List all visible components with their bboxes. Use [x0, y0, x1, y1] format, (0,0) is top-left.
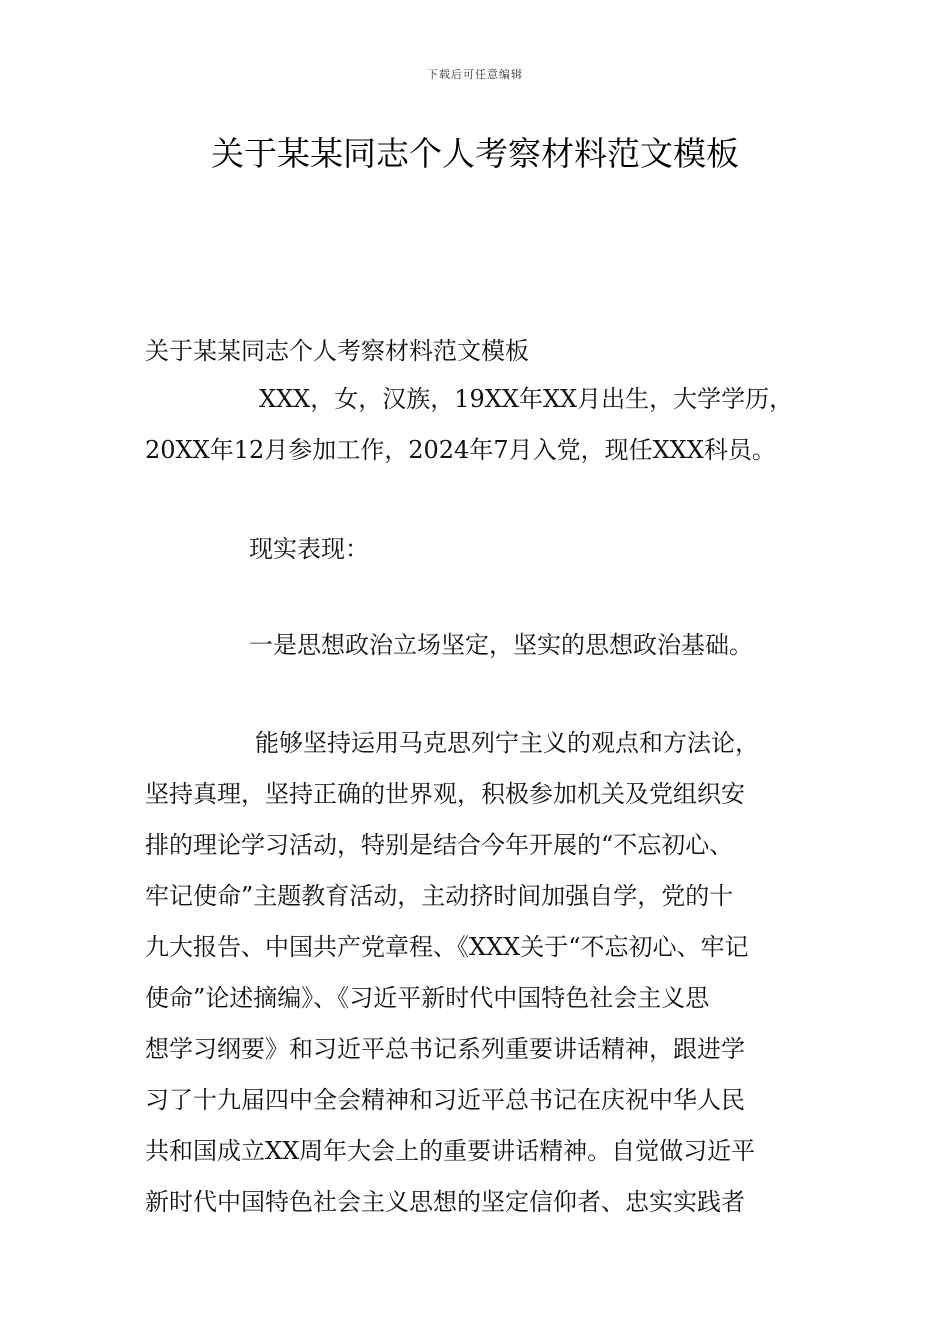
subtitle-text: 关于某某同志个人考察材料范文模板 — [145, 337, 529, 365]
body-paragraph — [145, 718, 810, 1228]
section-label-text: 现实表现： — [249, 535, 369, 563]
point-heading-text: 一是思想政治立场坚定，坚实的思想政治基础。 — [249, 631, 753, 659]
paragraph-line: 共和国成立XX周年大会上的重要讲话精神。自觉做习近平 — [145, 1137, 756, 1165]
paragraph-line: 使命”论述摘编》、《习近平新时代中国特色社会主义思 — [145, 984, 710, 1012]
header-note: 下载后可任意编辑 — [427, 68, 523, 81]
paragraph-line: 九大报告、中国共产党章程、《XXX关于“不忘初心、牢记 — [145, 933, 749, 961]
point-heading — [145, 620, 914, 671]
paragraph-line: 坚持真理，坚持正确的世界观，积极参加机关及党组织安 — [145, 780, 745, 808]
section-label — [145, 524, 914, 575]
intro-line: XXX，女，汉族，19XX年XX月出生，大学学历， — [259, 385, 794, 413]
paragraph-line: 习了十九届四中全会精神和习近平总书记在庆祝中华人民 — [145, 1086, 745, 1114]
paragraph-line: 牢记使命”主题教育活动，主动挤时间加强自学，党的十 — [145, 882, 734, 910]
paragraph-line: 能够坚持运用马克思列宁主义的观点和方法论， — [255, 729, 759, 757]
intro-line: 20XX年12月参加工作，2024年7月入党，现任XXX科员。 — [145, 436, 776, 464]
document-subtitle — [145, 326, 810, 377]
document-title: 关于某某同志个人考察材料范文模板 — [211, 134, 739, 173]
paragraph-line: 新时代中国特色社会主义思想的坚定信仰者、忠实实践者 — [145, 1188, 745, 1216]
intro-paragraph — [145, 374, 810, 476]
paragraph-line: 想学习纲要》和习近平总书记系列重要讲话精神，跟进学 — [145, 1035, 745, 1063]
paragraph-line: 排的理论学习活动，特别是结合今年开展的“不忘初心、 — [145, 831, 734, 859]
